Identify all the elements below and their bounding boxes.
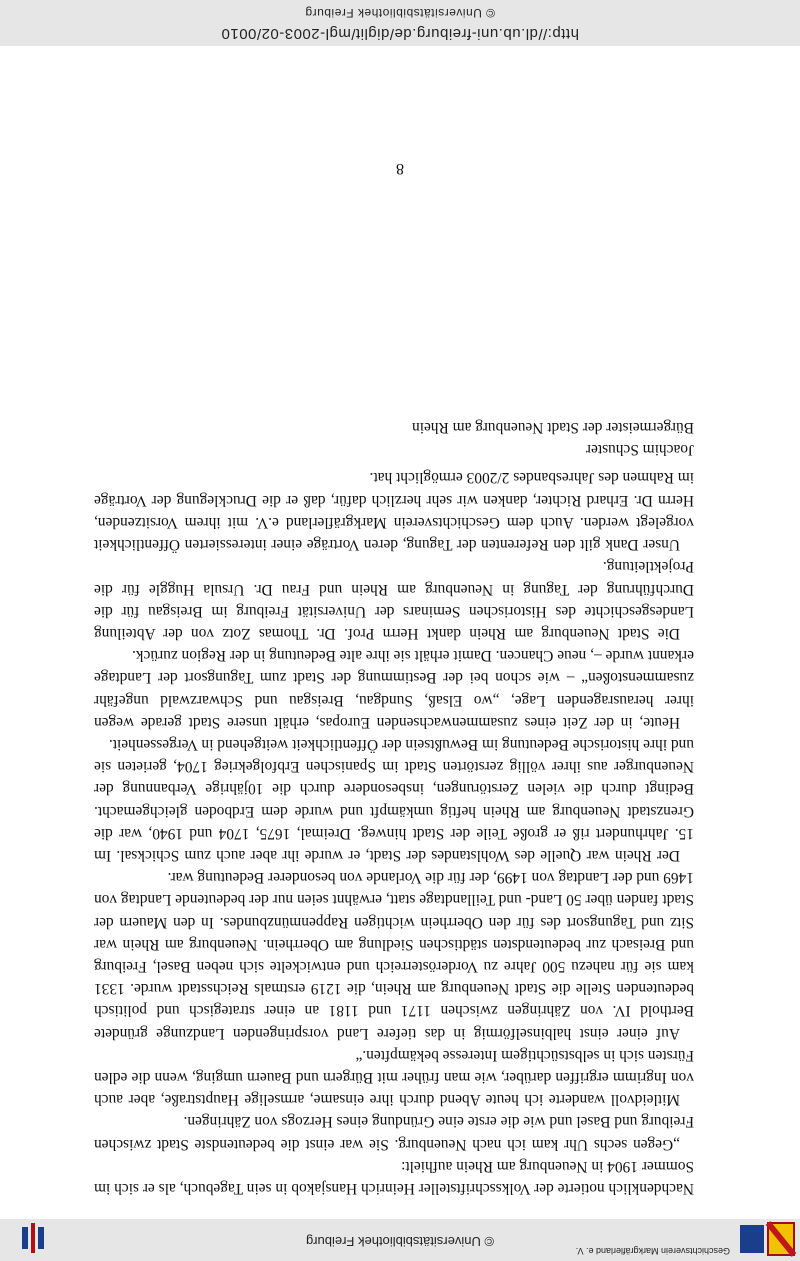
paragraph: Unser Dank gilt den Referenten der Tagung, deren Vorträge einer interessierten Öffentlichkeit vorgelegt werden. Auch dem Geschichtsverein Markgräflerland e.V. mit ihrem Vorsitzenden, Herrn Dr. Erhard Richter, danken wir sehr herzlich dafür, daß er die Drucklegung der Vorträge im Rahmen des Jahresbandes 2/2003 ermöglicht hat. xyxy=(94,469,694,554)
paragraph: Die Stadt Neuenburg am Rhein dankt Herrn Prof. Dr. Thomas Zotz von der Abteilung Landesgeschichte des Historischen Seminars der Universität Freiburg im Breisgau für die Durchführung der Tagung in Neuenburg am Rhein und Frau Dr. Ursula Huggle für die Projektleitung. xyxy=(94,558,694,642)
signature-block xyxy=(94,416,694,460)
paragraph: Auf einer einst halbinselförmig in das tiefere Land vorspringenden Landzunge gründete Berthold IV. von Zähringen zwischen 1171 und 1181 an einer strategisch und politisch bedeutenden Stelle die Stadt Neuenburg am Rhein, die 1219 erstmals Reichsstadt wurde. 1331 kam sie für nahezu 500 Jahre zu Vorderösterreich und entwickelte sich neben Basel, Freiburg und Breisach zur bedeutendsten städtischen Siedlung am Oberrhein. Neuenburg am Rhein war Sitz und Tagungsort des für den Oberrhein wichtigen Rappenmünzbundes. In den Mauern der Stadt fanden über 50 Land- und Teillandtage statt, erwähnt seien nur der bedeutende Landtag von 1469 und der Landtag von 1499, der für die Vorlande von besonderer Bedeutung war. xyxy=(94,869,694,1042)
signature-title: Bürgermeister der Stadt Neuenburg am Rhein xyxy=(412,419,694,437)
footer-bar xyxy=(0,0,800,46)
paragraph: Heute, in der Zeit eines zusammenwachsenden Europas, erhält unsere Stadt gerade wegen ihrer herausragenden Lage, „wo Elsaß, Sundgau, Breisgau und Schwarzwald ungefähr zusammenstoßen“ – wie schon bei der Bestimmung der Stadt zum Tagungsort der Landtage erkannt wurde –, neue Chancen. Damit erhält sie ihre alte Bedeutung in der Region zurück. xyxy=(94,647,694,731)
paragraph: Nachdenklich notierte der Volksschriftsteller Heinrich Hansjakob in sein Tagebuch, als er sich im Sommer 1904 in Neuenburg am Rhein aufhielt: xyxy=(94,1157,694,1197)
paragraph: Der Rhein war Quelle des Wohlstandes der Stadt, er wurde ihr aber auch zum Schicksal. Im 15. Jahrhundert riß er große Teile der Stadt hinweg. Dreimal, 1675, 1704 und 1940, war die Grenzstadt Neuenburg am Rhein heftig umkämpft und wurde dem Erdboden gleichgemacht. Bedingt durch die vielen Zerstörungen, insbesondere durch die 10jährige Verbannung der Neuenburger aus ihrer völlig zerstörten Stadt im Spanischen Erbfolgekrieg 1704, gerieten sie und ihre historische Bedeutung im Bewußtsein der Öffentlichkeit weitgehend in Vergessenheit. xyxy=(94,735,694,864)
document-body xyxy=(94,416,694,1199)
paragraph: Mitleidvoll wanderte ich heute Abend durch ihre einsame, armselige Hauptstraße, aber auch von Ingrimm ergriffen darüber, wie man früher mit Bürgern und Bauern umging, wenn die edlen Fürsten sich in selbstsüchtigem Interesse bekämpften.“ xyxy=(94,1046,694,1109)
footer-library-credit: © Universitätsbibliothek Freiburg xyxy=(304,6,496,20)
signature-name: Joachim Schuster xyxy=(585,441,694,459)
paragraph: „Gegen sechs Uhr kam ich nach Neuenburg. Sie war einst die bedeutendste Stadt zwischen Freiburg und Basel und wie die erste eine Gründung eines Herzogs von Zähringen. xyxy=(94,1113,694,1153)
library-logo-icon xyxy=(18,1221,48,1255)
permalink-url[interactable]: http://dl.ub.uni-freiburg.de/diglit/mgl-2003-02/0010 xyxy=(221,25,579,42)
header-bar xyxy=(0,1219,800,1261)
page-number: 8 xyxy=(396,160,404,177)
society-name: Geschichtsverein Markgräflerland e. V. xyxy=(575,1246,730,1256)
library-credit: © Universitätsbibliothek Freiburg xyxy=(305,1234,495,1249)
